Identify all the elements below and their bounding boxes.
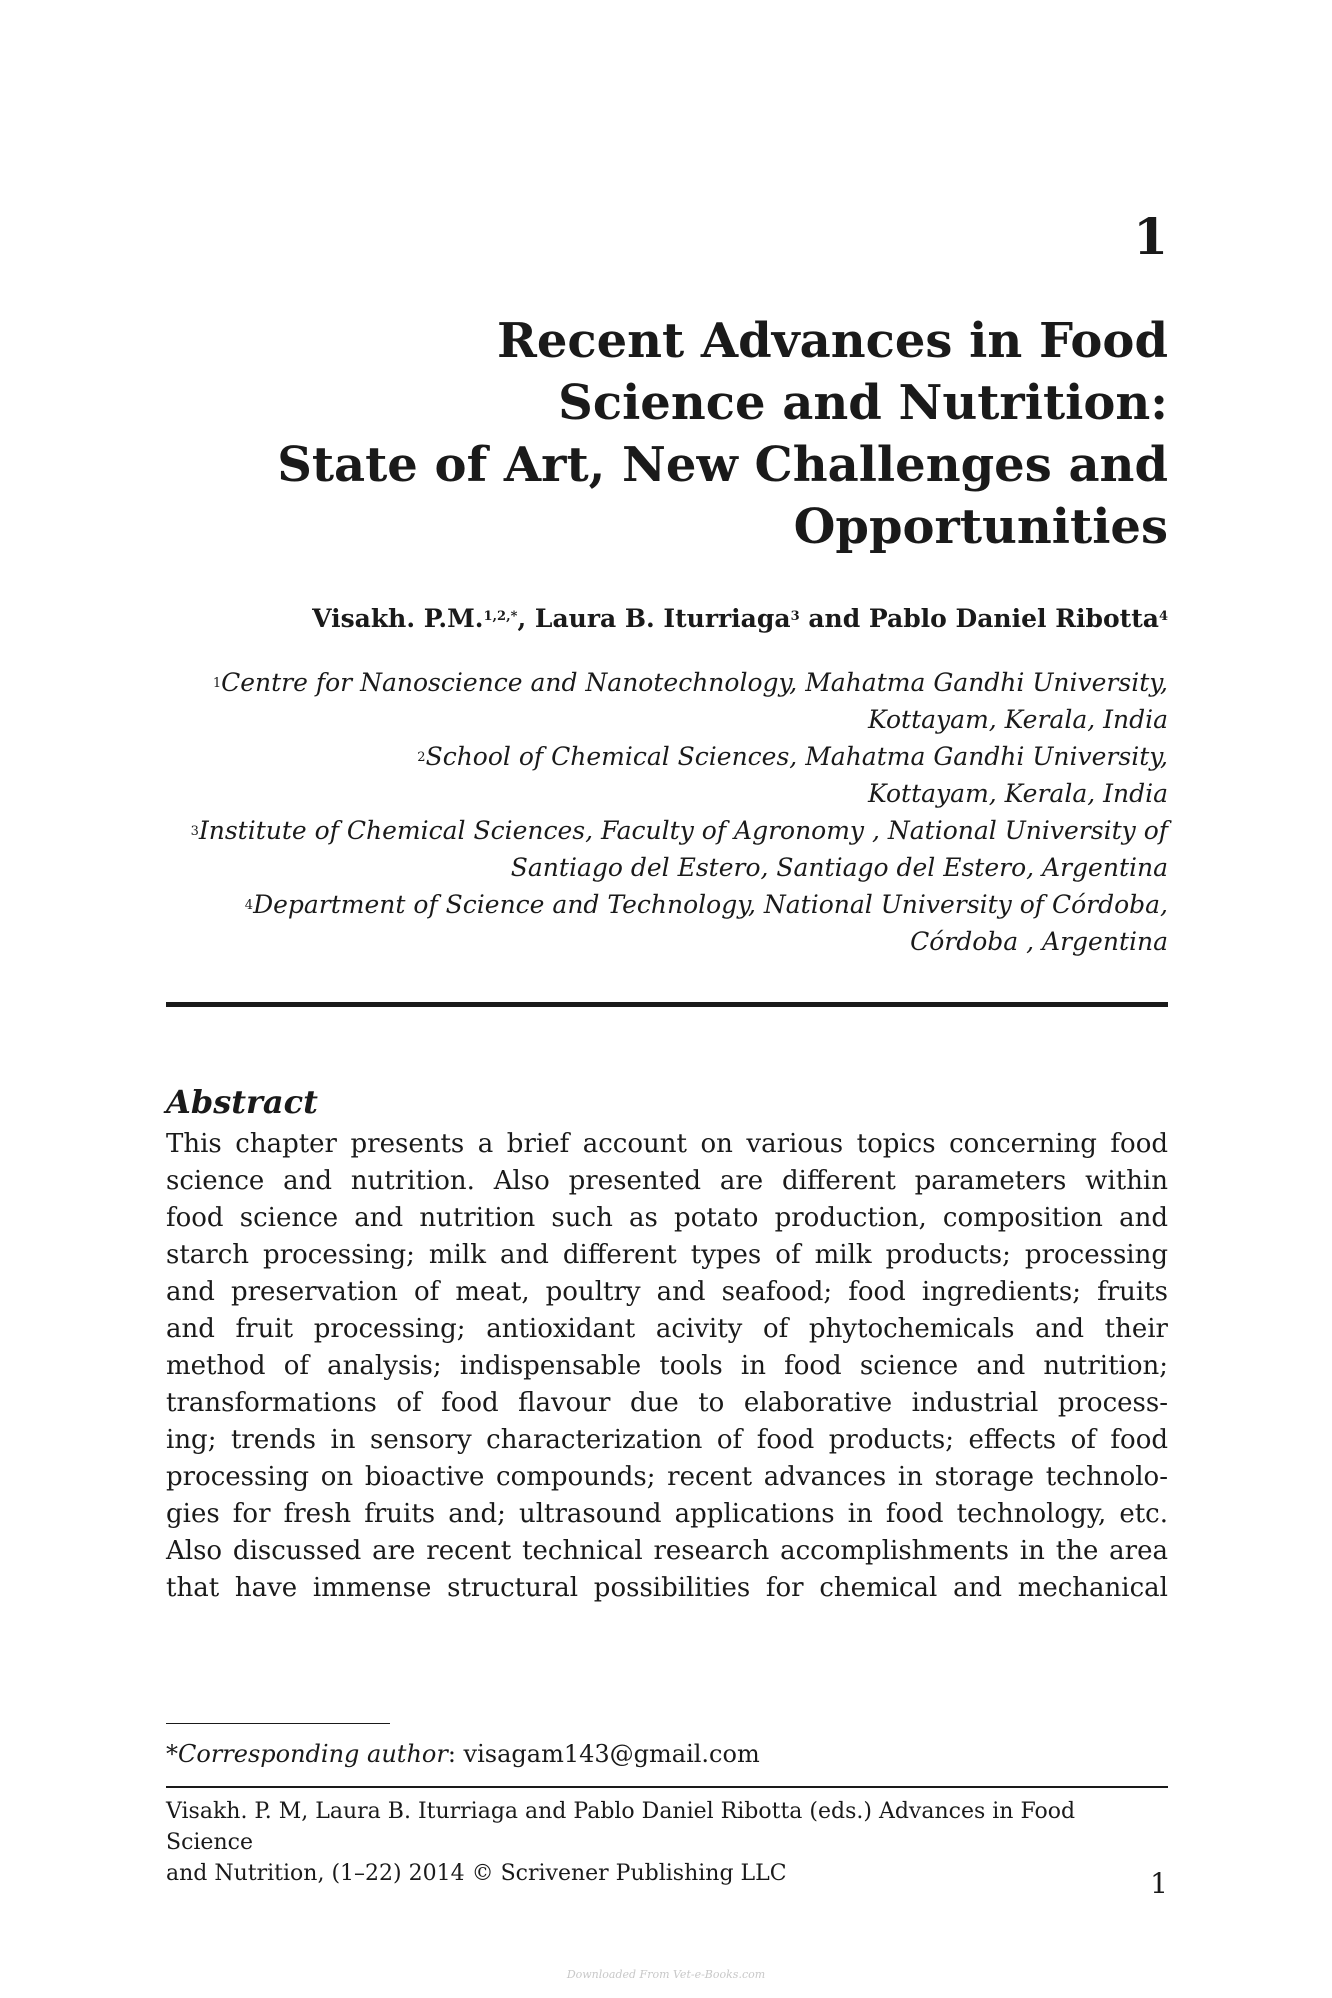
author-name: Pablo Daniel Ribotta xyxy=(868,604,1159,633)
affiliation-line: Santiago del Estero, Santiago del Estero, Argentina xyxy=(510,853,1168,882)
affiliation-text: Institute of Chemical Sciences, Faculty of Agronomy , National University of xyxy=(198,816,1168,845)
abstract-line xyxy=(166,1385,1168,1422)
abstract-line xyxy=(166,1237,1168,1274)
chapter-title-line: State of Art, New Challenges and xyxy=(277,437,1168,493)
abstract-line xyxy=(166,1533,1168,1570)
citation-line: and Nutrition, (1–22) 2014 © Scrivener Publishing LLC xyxy=(166,1861,787,1886)
chapter-title-line: Recent Advances in Food xyxy=(496,313,1168,369)
affiliation-line: Kottayam, Kerala, India xyxy=(867,705,1168,734)
affiliation-marker: 1 xyxy=(212,676,222,691)
abstract-line xyxy=(166,1570,1168,1607)
chapter-title-line: Science and Nutrition: xyxy=(558,375,1168,431)
abstract-line xyxy=(166,1163,1168,1200)
footnote-label: *Corresponding author xyxy=(166,1740,448,1768)
abstract-line-text: and preservation of meat, poultry and seafood; food ingredients; fruits xyxy=(166,1277,1168,1307)
chapter-title-line: Opportunities xyxy=(793,499,1168,555)
abstract-line-text: processing on bioactive compounds; recent advances in storage technolo- xyxy=(166,1462,1168,1492)
abstract-line xyxy=(166,1459,1168,1496)
abstract-line-text: science and nutrition. Also presented are different parameters within xyxy=(166,1166,1168,1196)
abstract-line-text: This chapter presents a brief account on various topics concerning food xyxy=(166,1129,1168,1159)
page-number: 1 xyxy=(1150,1867,1168,1900)
abstract-line-text: food science and nutrition such as potato production, composition and xyxy=(166,1203,1168,1233)
author-name: Visakh. P.M. xyxy=(312,604,484,633)
author-separator: , xyxy=(517,604,535,633)
affiliation-text: School of Chemical Sciences, Mahatma Gandhi University, xyxy=(425,742,1168,771)
author-list xyxy=(208,602,1168,636)
affiliation-line xyxy=(168,812,1168,849)
affiliation-marker: 4 xyxy=(244,898,254,913)
abstract-line-text: method of analysis; indispensable tools in food science and nutrition; xyxy=(166,1351,1168,1381)
affiliation-list xyxy=(168,664,1168,960)
footnote-separator: : xyxy=(447,1740,464,1768)
download-watermark: Downloaded From Vet-e-Books.com xyxy=(566,1968,766,1981)
abstract-line xyxy=(166,1126,1168,1163)
author-affiliation-marker: 1,2,* xyxy=(483,609,518,624)
abstract-line xyxy=(166,1348,1168,1385)
abstract-line-text: Also discussed are recent technical research accomplishments in the area xyxy=(166,1536,1168,1566)
abstract-line xyxy=(166,1496,1168,1533)
chapter-title xyxy=(268,310,1168,558)
abstract-line-text: starch processing; milk and different types of milk products; processing xyxy=(166,1240,1168,1270)
affiliation-text: Centre for Nanoscience and Nanotechnology, Mahatma Gandhi University, xyxy=(221,668,1168,697)
corresponding-author-footnote xyxy=(166,1738,1168,1770)
citation-line: Visakh. P. M, Laura B. Iturriaga and Pablo Daniel Ribotta (eds.) Advances in Food Science xyxy=(166,1799,1076,1855)
affiliation-marker: 3 xyxy=(190,824,199,839)
author-separator: and xyxy=(799,604,869,633)
affiliation-line xyxy=(168,738,1168,775)
abstract-line xyxy=(166,1200,1168,1237)
affiliation-line xyxy=(168,664,1168,701)
affiliation-marker: 2 xyxy=(417,750,426,765)
section-divider xyxy=(166,1002,1168,1007)
footnote-divider xyxy=(166,1723,390,1724)
author-affiliation-marker: 3 xyxy=(790,609,800,624)
abstract-line xyxy=(166,1311,1168,1348)
abstract-line-text: that have immense structural possibilities for chemical and mechanical xyxy=(166,1573,1168,1603)
author-affiliation-marker: 4 xyxy=(1158,609,1168,624)
book-citation xyxy=(166,1796,1168,1889)
abstract-line-text: gies for fresh fruits and; ultrasound applications in food technology, etc. xyxy=(166,1499,1168,1529)
abstract-line-text: ing; trends in sensory characterization of food products; effects of food xyxy=(166,1425,1168,1455)
abstract-line xyxy=(166,1422,1168,1459)
affiliation-line: Kottayam, Kerala, India xyxy=(867,779,1168,808)
citation-divider xyxy=(166,1786,1168,1788)
corresponding-author-email: visagam143@gmail.com xyxy=(463,1740,760,1768)
affiliation-text: Department of Science and Technology, National University of Córdoba, xyxy=(253,890,1168,919)
affiliation-line xyxy=(168,886,1168,923)
abstract-line-text: and fruit processing; antioxidant acivity of phytochemicals and their xyxy=(166,1314,1168,1344)
abstract-line-text: transformations of food flavour due to elaborative industrial process- xyxy=(166,1388,1168,1418)
abstract-line xyxy=(166,1274,1168,1311)
abstract-heading: Abstract xyxy=(166,1083,318,1121)
author-name: Laura B. Iturriaga xyxy=(534,604,791,633)
chapter-number: 1 xyxy=(1133,207,1168,266)
affiliation-line: Córdoba , Argentina xyxy=(910,927,1168,956)
abstract-body xyxy=(166,1126,1168,1607)
